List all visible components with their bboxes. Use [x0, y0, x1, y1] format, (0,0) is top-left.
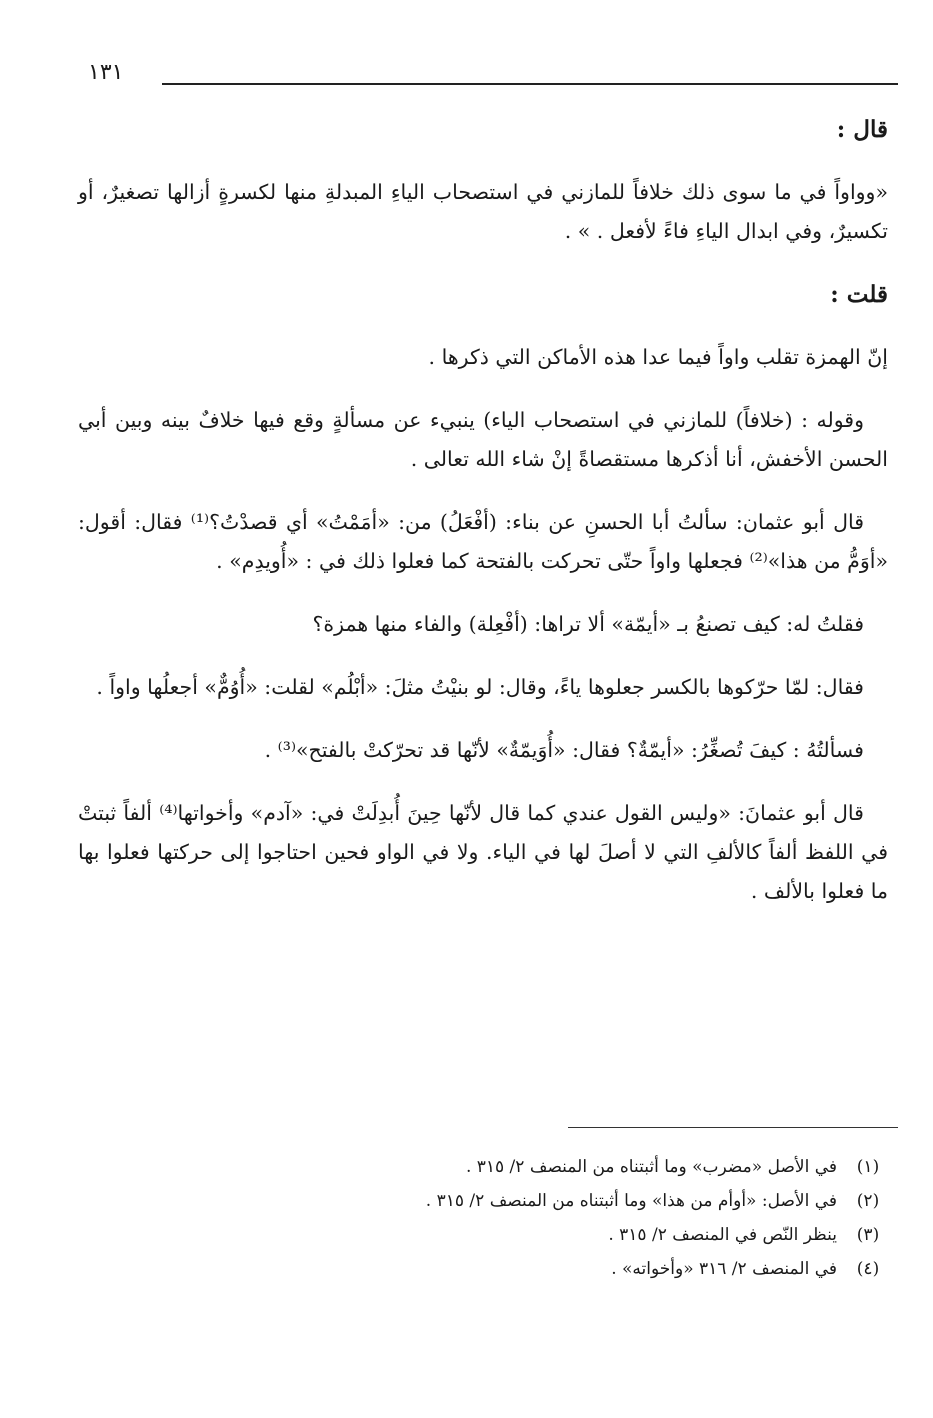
paragraph-1: إنّ الهمزة تقلب واواً فيما عدا هذه الأماكن التي ذكرها .	[428, 345, 888, 369]
footnote-number: (٤)	[856, 1259, 880, 1279]
page-number: ١٣١	[88, 60, 124, 85]
footnote-item	[185, 1150, 885, 1184]
footnotes	[185, 1150, 885, 1286]
paragraph-4: فقلتُ له: كيف تصنعُ بـ «أيمّة» ألا تراها: (أفْعِلة) والفاء منها همزة؟	[312, 612, 864, 636]
footnote-number: (١)	[856, 1157, 880, 1177]
footnote-text: في الأصل: «أوأم من هذا» وما أثبتناه من المنصف ٢/ ٣١٥ .	[425, 1191, 837, 1211]
footnote-rule	[568, 1127, 898, 1128]
heading-qal: قال :	[836, 116, 888, 143]
footnote-item	[185, 1252, 885, 1286]
footnote-text: في الأصل «مضرب» وما أثبتناه من المنصف ٢/ ٣١٥ .	[465, 1157, 837, 1177]
paragraph-6: فسألتُهُ : كيفَ تُصغِّرُ: «أيمّةٌ؟ فقال: «أُوَيمّةٌ» لأنّها قد تحرّكتْ بالفتح»⁽³⁾ .	[264, 738, 864, 762]
footnote-item	[185, 1218, 885, 1252]
paragraph-2: وقوله : (خلافاً) للمازني في استصحاب الياء) ينبيء عن مسألةٍ وقع فيها خلافٌ بينه وبين أبي الحسن الأخفش، أنا أذكرها مستقصاةً إنْ شاء الله تعالى .	[78, 408, 888, 471]
footnote-text: ينظر النّص في المنصف ٢/ ٣١٥ .	[608, 1225, 837, 1245]
footnote-number: (٢)	[856, 1191, 880, 1211]
footnote-item	[185, 1184, 885, 1218]
paragraph-3: قال أبو عثمان: سألتُ أبا الحسنِ عن بناء: (أفْعَلُ) من: «أمَمْتُ» أي قصدْتُ؟⁽¹⁾ فقال: أقول: «أوَمُّ من هذا»⁽²⁾ فجعلها واواً حتّى تحركت بالفتحة كما فعلوا ذلك في : «أُويدِم» .	[78, 510, 888, 573]
body-text	[78, 110, 888, 935]
heading-qult: قلت :	[830, 281, 888, 308]
paragraph-7: قال أبو عثمانَ: «وليس القول عندي كما قال لأنّها حِينَ أُبدِلَتْ في: «آدم» وأخواتها⁽⁴⁾ ألفاً ثبتتْ في اللفظ ألفاً كالألفِ التي لا أصلَ لها في الياء. ولا في الواو فحين احتاجوا إلى حركتها فعلوا بها ما فعلوا بالألف .	[78, 801, 888, 903]
footnote-text: في المنصف ٢/ ٣١٦ «وأخواته» .	[611, 1259, 837, 1279]
footnote-number: (٣)	[856, 1225, 880, 1245]
header-rule	[162, 83, 898, 85]
paragraph-5: فقال: لمّا حرّكوها بالكسر جعلوها ياءً، وقال: لو بنيْتُ مثلَ: «أبْلُم» لقلت: «أُوُمٌّ» أجعلُها واواً .	[96, 675, 864, 699]
quote-paragraph: «وواواً في ما سوى ذلك خلافاً للمازني في استصحاب الياءِ المبدلةِ منها لكسرةٍ أزالها تصغيرٌ، أو تكسيرٌ، وفي ابدال الياءِ فاءً لأفعل . » .	[78, 180, 888, 243]
